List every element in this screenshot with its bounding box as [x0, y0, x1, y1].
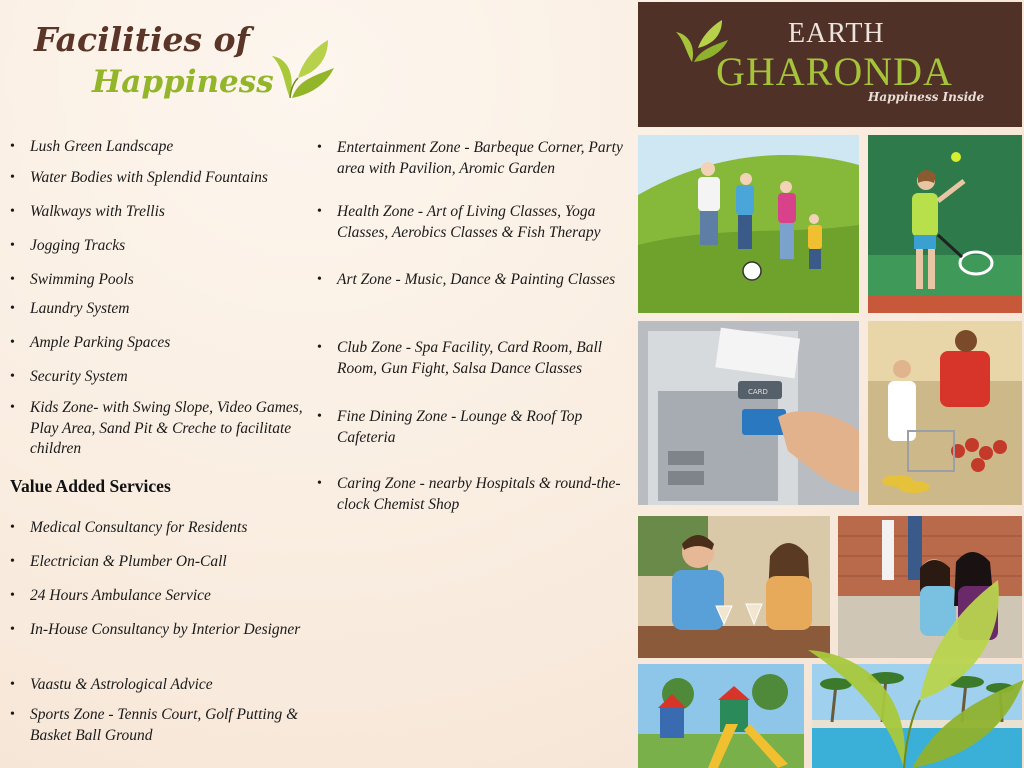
list-item: • Fine Dining Zone - Lounge & Roof Top Cafeteria — [317, 408, 583, 446]
brand-tagline: Happiness Inside — [868, 90, 985, 104]
list-item: • In-House Consultancy by Interior Designer — [10, 621, 301, 638]
list-item: • Electrician & Plumber On-Call — [10, 553, 227, 570]
list-item: • Art Zone - Music, Dance & Painting Classes — [317, 271, 616, 288]
list-item: • 24 Hours Ambulance Service — [10, 587, 211, 604]
list-item: • Health Zone - Art of Living Classes, Yoga Classes, Aerobics Classes & Fish Therapy — [317, 203, 601, 241]
list-item: • Caring Zone - nearby Hospitals & round-the-clock Chemist Shop — [317, 475, 621, 513]
list-item: • Jogging Tracks — [10, 237, 126, 254]
title-line-1: Facilities of — [34, 20, 250, 59]
list-item: • Laundry System — [10, 300, 130, 317]
photo-playground — [638, 664, 804, 768]
page-title — [34, 20, 354, 110]
photo-grocery — [868, 321, 1022, 505]
photo-tennis — [868, 135, 1022, 313]
list-item: • Sports Zone - Tennis Court, Golf Putting & Basket Ball Ground — [10, 706, 299, 744]
list-item: • Lush Green Landscape — [10, 138, 174, 155]
card-label: CARD — [748, 388, 768, 396]
photo-family-football — [638, 135, 859, 313]
list-item: • Vaastu & Astrological Advice — [10, 676, 213, 693]
list-item: • Ample Parking Spaces — [10, 334, 171, 351]
photo-pool — [812, 664, 1022, 768]
title-line-2: Happiness — [92, 64, 274, 100]
brand-name: GHARONDA — [716, 49, 953, 94]
photo-dining — [638, 516, 830, 658]
list-item: • Walkways with Trellis — [10, 203, 165, 220]
list-item: • Water Bodies with Splendid Fountains — [10, 169, 268, 186]
list-item: • Swimming Pools — [10, 271, 134, 288]
list-item: • Medical Consultancy for Residents — [10, 519, 248, 536]
leaf-icon — [268, 38, 338, 100]
list-item: • Club Zone - Spa Facility, Card Room, Ball Room, Gun Fight, Salsa Dance Classes — [317, 339, 603, 377]
brand-logo — [638, 2, 1022, 127]
brand-earth: EARTH — [788, 18, 885, 49]
photo-students — [838, 516, 1022, 658]
value-added-heading: Value Added Services — [10, 476, 171, 496]
list-item: • Security System — [10, 368, 128, 385]
list-item: • Kids Zone- with Swing Slope, Video Games, Play Area, Sand Pit & Creche to facilitate children — [10, 399, 303, 457]
list-item: • Entertainment Zone - Barbeque Corner, Party area with Pavilion, Aromic Garden — [317, 139, 623, 177]
photo-atm — [638, 321, 859, 505]
